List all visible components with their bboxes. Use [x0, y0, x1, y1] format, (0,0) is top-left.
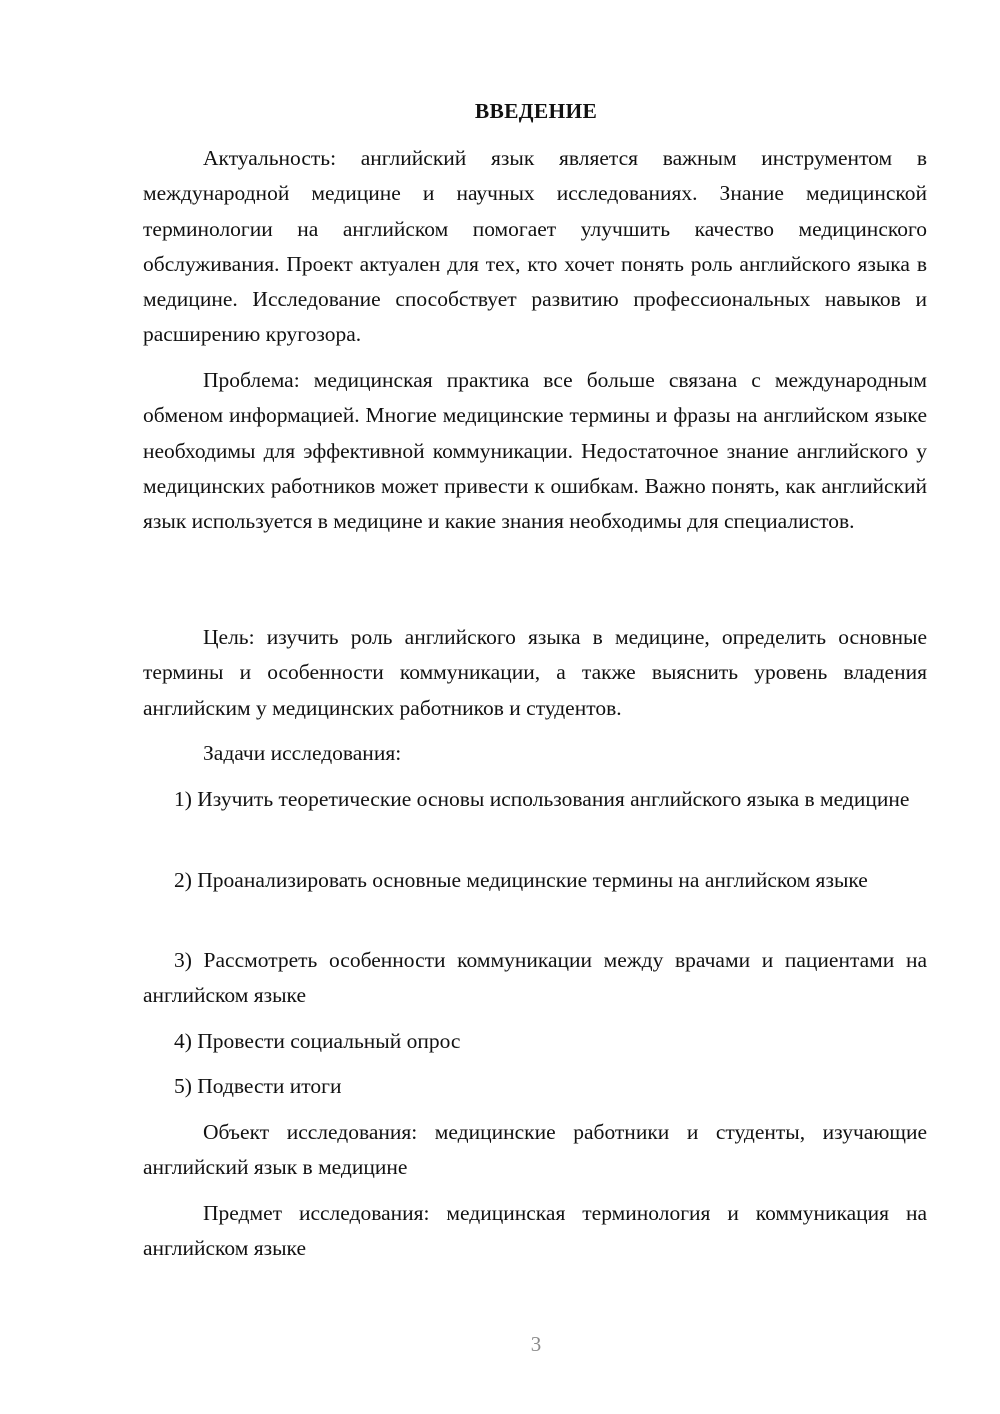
- problem-paragraph: Проблема: медицинская практика все больше связана с международным обменом информацией. Многие медицинские термины и фразы на английском языке необходимы для эффективной коммуникации. Недостаточное знание английского у медицинских работников может привести к ошибкам. Важно понять, как английский язык используется в медицине и какие знания необходимы для специалистов.: [143, 368, 927, 534]
- goal-paragraph: Цель: изучить роль английского языка в медицине, определить основные термины и особенности коммуникации, а также выяснить уровень владения английским у медицинских работников и студентов.: [143, 625, 927, 720]
- object-paragraph: Объект исследования: медицинские работники и студенты, изучающие английский язык в медицине: [143, 1120, 927, 1180]
- task-item-1: 1) Изучить теоретические основы использования английского языка в медицине: [174, 787, 910, 811]
- section-title: ВВЕДЕНИЕ: [474, 99, 598, 123]
- relevance-paragraph: Актуальность: английский язык является важным инструментом в международной медицине и научных исследованиях. Знание медицинской терминологии на английском помогает улучшить качество медицинского обслуживания. Проект актуален для тех, кто хочет понять роль английского языка в медицине. Исследование способствует развитию профессиональных навыков и расширению кругозора.: [143, 146, 927, 347]
- subject-paragraph: Предмет исследования: медицинская терминология и коммуникация на английском языке: [143, 1201, 927, 1261]
- page-number: 3: [530, 1332, 542, 1356]
- task-item-3: 3) Рассмотреть особенности коммуникации между врачами и пациентами на английском языке: [143, 948, 927, 1008]
- task-item-5: 5) Подвести итоги: [174, 1074, 342, 1098]
- task-item-2: 2) Проанализировать основные медицинские термины на английском языке: [174, 868, 868, 892]
- tasks-heading: Задачи исследования:: [203, 741, 402, 765]
- task-item-4: 4) Провести социальный опрос: [174, 1029, 461, 1053]
